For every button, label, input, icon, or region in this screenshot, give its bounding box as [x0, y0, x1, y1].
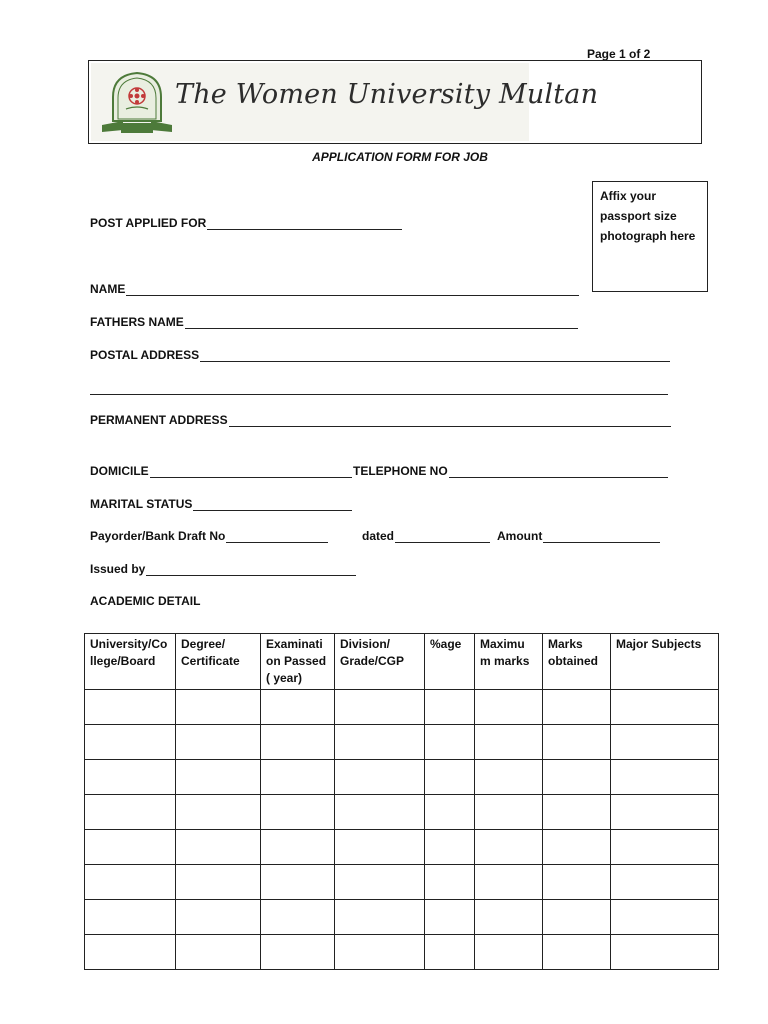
table-cell[interactable] [335, 690, 425, 725]
table-cell[interactable] [85, 760, 176, 795]
table-row [85, 725, 719, 760]
university-banner [88, 60, 702, 144]
marital-status-label: MARITAL STATUS [90, 497, 193, 511]
table-cell[interactable] [425, 900, 475, 935]
table-cell[interactable] [335, 830, 425, 865]
table-cell[interactable] [475, 760, 543, 795]
payorder-field[interactable] [90, 527, 328, 543]
payorder-line[interactable] [226, 530, 328, 543]
table-row [85, 760, 719, 795]
post-applied-for-line[interactable] [207, 217, 402, 230]
table-cell[interactable] [176, 690, 261, 725]
photo-instruction-line-2: passport size [600, 209, 677, 223]
domicile-line[interactable] [150, 465, 352, 478]
fathers-name-line[interactable] [185, 316, 578, 329]
table-cell[interactable] [543, 690, 611, 725]
photo-box [592, 181, 708, 292]
column-header: %age [425, 634, 475, 690]
table-cell[interactable] [475, 725, 543, 760]
table-cell[interactable] [611, 900, 719, 935]
photo-instruction-line-1: Affix your [600, 189, 657, 203]
table-cell[interactable] [335, 865, 425, 900]
post-applied-for-field[interactable] [90, 214, 402, 230]
marital-status-line[interactable] [193, 498, 352, 511]
column-header: Examinati on Passed ( year) [261, 634, 335, 690]
table-cell[interactable] [611, 690, 719, 725]
table-cell[interactable] [543, 830, 611, 865]
table-cell[interactable] [425, 865, 475, 900]
table-row [85, 690, 719, 725]
fathers-name-label: FATHERS NAME [90, 315, 184, 329]
table-cell[interactable] [543, 935, 611, 970]
fathers-name-field[interactable] [90, 313, 578, 329]
university-name: The Women University Multan [175, 79, 599, 110]
table-cell[interactable] [335, 795, 425, 830]
name-label: NAME [90, 282, 126, 296]
permanent-address-label: PERMANENT ADDRESS [90, 413, 228, 427]
table-cell[interactable] [425, 935, 475, 970]
table-cell[interactable] [611, 830, 719, 865]
table-cell[interactable] [611, 865, 719, 900]
table-cell[interactable] [611, 725, 719, 760]
table-cell[interactable] [176, 760, 261, 795]
table-cell[interactable] [85, 795, 176, 830]
table-row [85, 865, 719, 900]
column-header: University/Co llege/Board [85, 634, 176, 690]
amount-field[interactable] [497, 527, 660, 543]
table-cell[interactable] [543, 760, 611, 795]
telephone-field[interactable] [353, 462, 668, 478]
name-line[interactable] [126, 283, 579, 296]
table-cell[interactable] [475, 865, 543, 900]
form-title: APPLICATION FORM FOR JOB [312, 150, 488, 164]
academic-table-body [85, 690, 719, 970]
table-cell[interactable] [261, 760, 335, 795]
table-cell[interactable] [425, 830, 475, 865]
table-cell[interactable] [176, 900, 261, 935]
table-cell[interactable] [335, 725, 425, 760]
table-cell[interactable] [85, 830, 176, 865]
table-cell[interactable] [335, 935, 425, 970]
name-field[interactable] [90, 280, 579, 296]
postal-address-line[interactable] [200, 349, 670, 362]
table-cell[interactable] [176, 830, 261, 865]
page-number: Page 1 of 2 [587, 47, 651, 61]
table-cell[interactable] [176, 865, 261, 900]
table-row [85, 830, 719, 865]
column-header: Major Subjects [611, 634, 719, 690]
table-cell[interactable] [261, 865, 335, 900]
table-cell[interactable] [176, 795, 261, 830]
table-cell[interactable] [611, 795, 719, 830]
table-cell[interactable] [85, 690, 176, 725]
column-header: Marks obtained [543, 634, 611, 690]
column-header: Division/ Grade/CGP [335, 634, 425, 690]
column-header: Degree/ Certificate [176, 634, 261, 690]
telephone-line[interactable] [449, 465, 668, 478]
table-cell[interactable] [475, 690, 543, 725]
permanent-address-field[interactable] [90, 411, 671, 427]
table-cell[interactable] [543, 725, 611, 760]
table-cell[interactable] [261, 900, 335, 935]
table-cell[interactable] [85, 935, 176, 970]
table-cell[interactable] [261, 935, 335, 970]
table-header-row [85, 634, 719, 690]
table-cell[interactable] [425, 795, 475, 830]
table-cell[interactable] [335, 760, 425, 795]
university-seal-icon [99, 69, 175, 137]
dated-line[interactable] [395, 530, 490, 543]
amount-label: Amount [497, 529, 543, 543]
issued-by-label: Issued by [90, 562, 146, 576]
amount-line[interactable] [543, 530, 660, 543]
table-cell[interactable] [425, 690, 475, 725]
table-cell[interactable] [335, 900, 425, 935]
postal-address-line-2[interactable] [90, 379, 668, 395]
banner-background [91, 63, 599, 141]
table-cell[interactable] [475, 830, 543, 865]
domicile-field[interactable] [90, 462, 352, 478]
marital-status-field[interactable] [90, 495, 352, 511]
dated-label: dated [362, 529, 395, 543]
table-cell[interactable] [85, 900, 176, 935]
table-cell[interactable] [475, 900, 543, 935]
table-cell[interactable] [176, 725, 261, 760]
payorder-label: Payorder/Bank Draft No [90, 529, 226, 543]
table-cell[interactable] [85, 865, 176, 900]
table-cell[interactable] [425, 725, 475, 760]
table-cell[interactable] [543, 795, 611, 830]
postal-address-continuation-line[interactable] [90, 382, 668, 395]
postal-address-field[interactable] [90, 346, 670, 362]
table-cell[interactable] [475, 935, 543, 970]
table-row [85, 795, 719, 830]
table-cell[interactable] [611, 760, 719, 795]
table-cell[interactable] [85, 725, 176, 760]
table-cell[interactable] [261, 690, 335, 725]
table-cell[interactable] [261, 830, 335, 865]
post-applied-for-label: POST APPLIED FOR [90, 216, 207, 230]
table-row [85, 900, 719, 935]
table-cell[interactable] [611, 935, 719, 970]
table-cell[interactable] [425, 760, 475, 795]
photo-instruction-line-3: photograph here [600, 229, 696, 243]
academic-detail-table [84, 633, 719, 970]
telephone-label: TELEPHONE NO [353, 464, 448, 478]
table-cell[interactable] [543, 900, 611, 935]
table-cell[interactable] [261, 725, 335, 760]
issued-by-line[interactable] [146, 563, 356, 576]
issued-by-field[interactable] [90, 560, 356, 576]
table-row [85, 935, 719, 970]
table-cell[interactable] [543, 865, 611, 900]
column-header: Maximu m marks [475, 634, 543, 690]
dated-field[interactable] [362, 527, 490, 543]
postal-address-label: POSTAL ADDRESS [90, 348, 200, 362]
academic-detail-title: ACADEMIC DETAIL [90, 594, 201, 608]
domicile-label: DOMICILE [90, 464, 149, 478]
table-cell[interactable] [475, 795, 543, 830]
table-cell[interactable] [261, 795, 335, 830]
permanent-address-line[interactable] [229, 414, 671, 427]
table-cell[interactable] [176, 935, 261, 970]
